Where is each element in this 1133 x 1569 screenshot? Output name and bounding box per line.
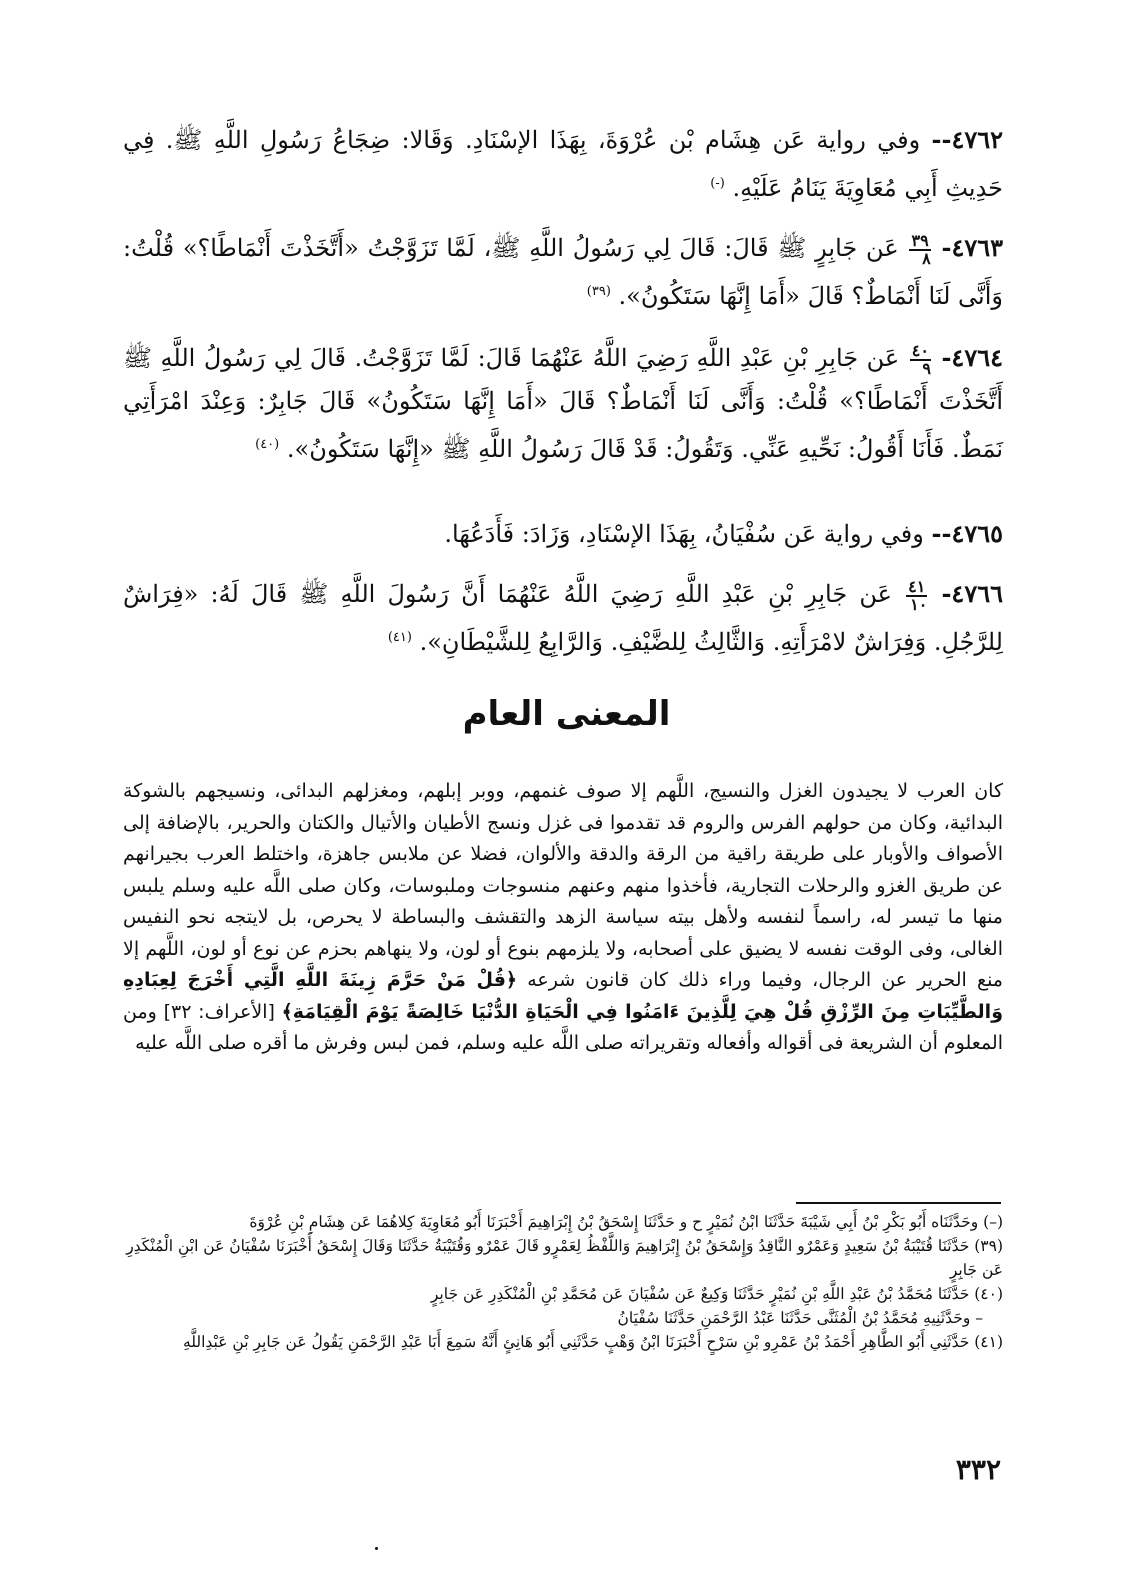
hadith-number: ٤٧٦٣- (941, 233, 1003, 262)
fraction-denominator: ١٠ (910, 594, 928, 614)
hadith-4765 (123, 512, 1003, 556)
commentary-text-continued: ومن المعلوم أن الشريعة فى أقواله وأفعاله وتقريراته صلى اللَّه عليه وسلم، فمن لبس وفرش ما أقره صلى اللَّه عليه (123, 1000, 1003, 1054)
footnote-ref: (٤١) (387, 630, 412, 645)
quran-verse: ﴿قُلْ مَنْ حَرَّمَ زِينَةَ اللَّهِ الَّتِي أَخْرَجَ لِعِبَادِهِ وَالطَّيِّبَاتِ مِنَ الرِّزْقِ قُلْ هِيَ لِلَّذِينَ ءَامَنُوا فِي الْحَيَاةِ الدُّنْيَا خَالِصَةً يَوْمَ الْقِيَامَةِ﴾ (123, 969, 1004, 1023)
section-title: المعنى العام (462, 694, 671, 734)
hadith-text: وفي رواية عَن هِشَام بْن عُرْوَةَ، بِهَذَا الإسْنَادِ. وَقَالا: ضِجَاعُ رَسُولِ اللَّهِ ﷺ. فِي حَدِيثِ أَبِي مُعَاوِيَةَ يَنَامُ عَلَيْهِ. (123, 126, 1003, 202)
hadith-text: عَن جَابِرِ بْنِ عَبْدِ اللَّهِ رَضِيَ اللَّهُ عَنْهُمَا قَالَ: لَمَّا تَزَوَّجْتُ. قَالَ لِي رَسُولُ اللَّهِ ﷺ أَتَّخَذْتَ أَنْمَاطًا؟» قُلْتُ: وَأَنَّى لَنَا أَنْمَاطٌ؟ قَالَ «أَمَا إِنَّهَا سَتَكُونُ» قَالَ جَابِرٌ: وَعِنْدَ امْرَأَتِي نَمَطٌ. فَأَنَا أَقُولُ: نَحِّيهِ عَنِّي. وَتَقُولُ: قَدْ قَالَ رَسُولُ اللَّهِ ﷺ «إِنَّهَا سَتَكُونُ». (123, 344, 1003, 463)
hadith-text: عَن جَابِرٍ ﷺ قَالَ: قَالَ لِي رَسُولُ اللَّهِ ﷺ، لَمَّا تَزَوَّجْتُ «أَتَّخَذْتَ أَنْمَاطًا؟» قُلْتُ: وَأَنَّى لَنَا أَنْمَاطٌ؟ قَالَ «أَمَا إِنَّهَا سَتَكُونُ». (123, 234, 1003, 310)
hadith-fraction (910, 340, 931, 378)
footnote: (–) وحَدَّثَنَاه أَبُو بَكْرِ بْنُ أَبِي شَيْبَةَ حَدَّثَنَا ابْنُ نُمَيْرٍ ح و حَدَّثَنَا إِسْحَقُ بْنُ إِبْرَاهِيمَ أَخْبَرَنَا أَبُو مُعَاوِيَةَ كِلاهُمَا عَن هِشَامِ بْنِ عُرْوَةَ (249, 1213, 1003, 1231)
hadith-text: عَن جَابِرِ بْنِ عَبْدِ اللَّهِ رَضِيَ اللَّهُ عَنْهُمَا أَنَّ رَسُولَ اللَّهِ ﷺ قَالَ لَهُ: «فِرَاشٌ لِلرَّجُلِ. وَفِرَاشٌ لامْرَأَتِهِ. وَالثَّالِثُ لِلضَّيْفِ. وَالرَّابِعُ لِلشَّيْطَانِ». (123, 580, 1003, 656)
footnote-ref: (٣٩) (586, 284, 611, 299)
hadith-fraction (906, 576, 928, 614)
footnotes (123, 1210, 1003, 1354)
stray-dot (375, 1547, 378, 1550)
fraction-denominator: ٨ (922, 248, 931, 268)
hadith-4763 (123, 226, 1003, 318)
commentary-paragraph (123, 776, 1003, 1060)
hadith-fraction (909, 230, 931, 268)
hadith-number: ٤٧٦٤- (941, 343, 1003, 372)
footnote-divider (796, 1202, 1001, 1204)
commentary-text: كان العرب لا يجيدون الغزل والنسيج، اللَّهم إلا صوف غنمهم، ووبر إبلهم، ومغزلهم البدائى، ونسيجهم بالشوكة البدائية، وكان من حولهم الفرس والروم قد تقدموا فى غزل ونسج الأطيان والأتيال والكتان والحرير، بالإضافة إلى الأصواف والأوبار على طريقة راقية من الرقة والدقة والألوان، فضلا عن ملابس جاهزة، واختلط العرب بجيرانهم عن طريق الغزو والرحلات التجارية، فأخذوا منهم وعنهم منسوجات وملبوسات، وكان صلى اللَّه عليه وسلم يلبس منها ما تيسر له، راسماً لنفسه ولأهل بيته سياسة الزهد والتقشف والبساطة لا يحرص، بل لايتجه نحو النفيس الغالى، وفى الوقت نفسه لا يضيق على أصحابه، ولا يلزمهم بنوع أو لون، ولا ينهاهم بحزم عن نوع أو لون، اللَّهم إلا منع الحرير عن الرجال، وفيما وراء ذلك كان قانون شرعه (123, 780, 1003, 991)
footnote: (٤١) حَدَّثَنِي أَبُو الطَّاهِرِ أَحْمَدُ بْنُ عَمْرِو بْنِ سَرْحٍ أَخْبَرَنَا ابْنُ وَهْبٍ حَدَّثَنِي أَبُو هَانِئٍ أَنَّهُ سَمِعَ أَبَا عَبْدِ الرَّحْمَنِ يَقُولُ عَن جَابِرِ بْنِ عَبْدِاللَّهِ (182, 1333, 1003, 1351)
fraction-numerator: ٤١ (908, 576, 926, 596)
hadith-number: ٤٧٦٢-- (931, 125, 1003, 154)
hadith-number: ٤٧٦٦- (941, 579, 1003, 608)
footnote: (٤٠) حَدَّثَنَا مُحَمَّدُ بْنُ عَبْدِ اللَّهِ بْنِ نُمَيْرٍ حَدَّثَنَا وَكِيعٌ عَن سُفْيَانَ عَن مُحَمَّدِ بْنِ الْمُنْكَدِرِ عَن جَابِرٍ (430, 1285, 1003, 1303)
fraction-numerator: ٣٩ (911, 230, 929, 250)
hadith-4762 (123, 118, 1003, 210)
hadith-4766 (123, 572, 1003, 664)
footnote: – وحَدَّثَنِيهِ مُحَمَّدُ بْنُ الْمُثَنَّى حَدَّثَنَا عَبْدُ الرَّحْمَنِ حَدَّثَنَا سُفْيَانُ (617, 1309, 983, 1327)
hadith-text: وفي رواية عَن سُفْيَانُ، بِهَذَا الإسْنَادِ، وَزَادَ: فَأَدَعُهَا. (444, 520, 924, 548)
hadith-4764 (123, 336, 1003, 471)
footnote-ref: (-) (710, 176, 725, 191)
footnote: (٣٩) حَدَّثَنَا قُتَيْبَةُ بْنُ سَعِيدٍ وَعَمْرٌو النَّاقِدُ وَإِسْحَقُ بْنُ إِبْرَاهِيمَ وَاللَّفْظُ لِعَمْرٍو قَالَ عَمْرٌو وَقُتَيْبَةُ حَدَّثَنَا وَقَالَ إِسْحَقُ أَخْبَرَنَا سُفْيَانُ عَن ابْنِ الْمُنْكَدِرِ عَن جَابِرٍ (126, 1237, 1003, 1279)
fraction-denominator: ٩ (922, 358, 931, 378)
footnote-ref: (٤٠) (255, 437, 280, 452)
hadith-number: ٤٧٦٥-- (931, 519, 1003, 548)
page-number: ٣٣٢ (955, 1453, 1001, 1486)
fraction-numerator: ٤٠ (911, 340, 929, 360)
verse-citation: [الأعراف: ٣٢] (163, 1000, 275, 1023)
